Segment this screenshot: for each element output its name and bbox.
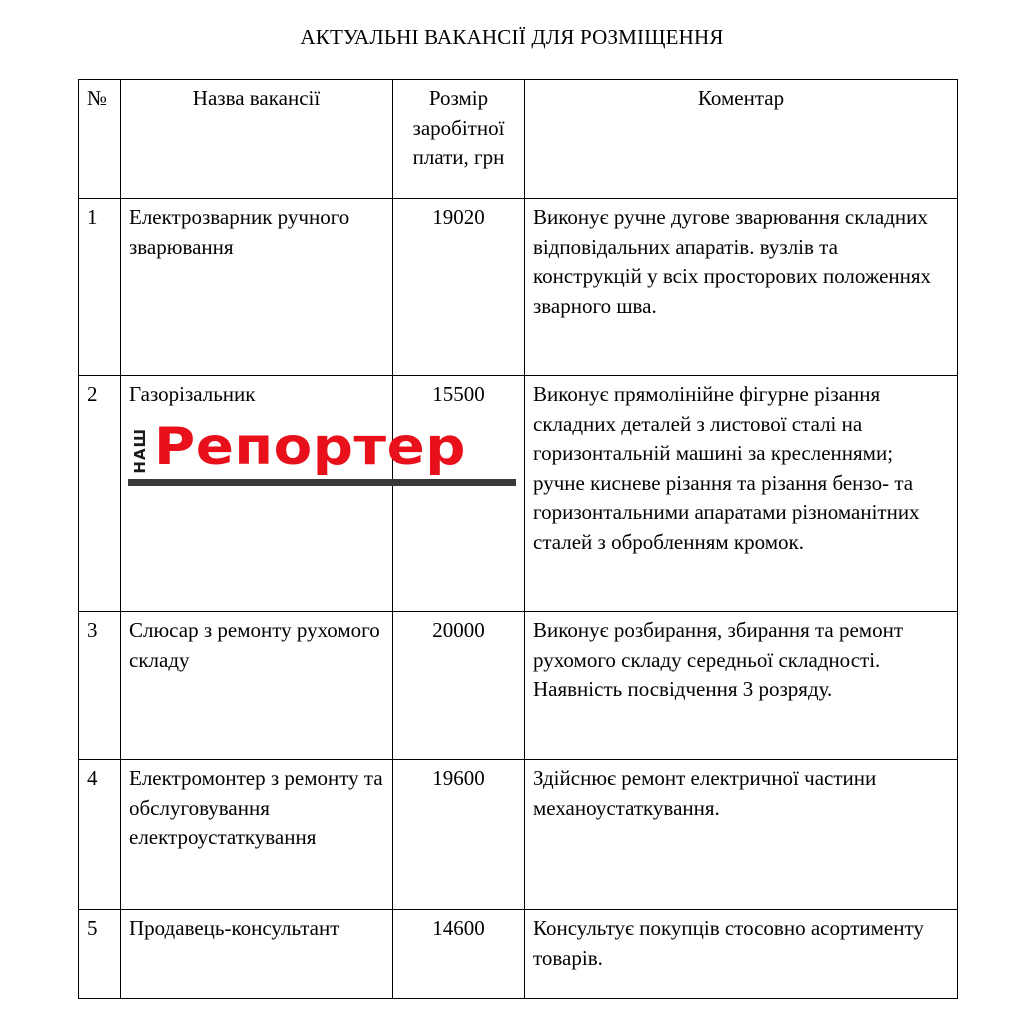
row-number: 4 [79, 760, 121, 910]
header-comment: Коментар [525, 80, 958, 199]
vacancy-name: Продавець-консультант [121, 910, 393, 999]
header-salary: Розмір заробітної плати, грн [393, 80, 525, 199]
logo-side-text: НАШ [131, 427, 150, 474]
table-row [79, 760, 958, 910]
salary-value: 14600 [393, 910, 525, 999]
newspaper-logo [128, 416, 518, 486]
salary-value: 19020 [393, 199, 525, 376]
logo-main-text: Репортер [154, 416, 467, 477]
row-number: 1 [79, 199, 121, 376]
vacancy-name: Слюсар з ремонту рухомого складу [121, 612, 393, 760]
vacancy-comment: Здійснює ремонт електричної частини механоустаткування. [525, 760, 958, 910]
row-number: 3 [79, 612, 121, 760]
vacancies-table [78, 79, 958, 999]
row-number: 5 [79, 910, 121, 999]
vacancy-comment: Виконує ручне дугове зварювання складних відповідальних апаратів. вузлів та конструкцій у всіх просторових положеннях зварного шва. [525, 199, 958, 376]
vacancy-name: Електрозварник ручного зварювання [121, 199, 393, 376]
table-row [79, 199, 958, 376]
document-title: АКТУАЛЬНІ ВАКАНСІЇ ДЛЯ РОЗМІЩЕННЯ [300, 25, 724, 49]
vacancy-comment: Виконує розбирання, збирання та ремонт рухомого складу середньої складності. Наявність посвідчення 3 розряду. [525, 612, 958, 760]
table-header-row [79, 80, 958, 199]
table-row [79, 612, 958, 760]
salary-value: 19600 [393, 760, 525, 910]
table-row [79, 910, 958, 999]
header-number: № [79, 80, 121, 199]
row-number: 2 [79, 376, 121, 612]
vacancy-name: Електромонтер з ремонту та обслуговування електроустаткування [121, 760, 393, 910]
salary-value: 20000 [393, 612, 525, 760]
logo-underline-bar [128, 479, 516, 486]
header-vacancy-name: Назва вакансії [121, 80, 393, 199]
vacancy-comment: Консультує покупців стосовно асортименту товарів. [525, 910, 958, 999]
salary-value: 15500 [393, 376, 525, 612]
table-row [79, 376, 958, 612]
vacancy-comment: Виконує прямолінійне фігурне різання складних деталей з листової сталі на горизонтальній машині за кресленнями; ручне кисневе різання та різання бензо- та горизонтальними апаратами різноманітних сталей з обробленням кромок. [525, 376, 958, 612]
vacancy-name: Газорізальник [129, 382, 256, 406]
